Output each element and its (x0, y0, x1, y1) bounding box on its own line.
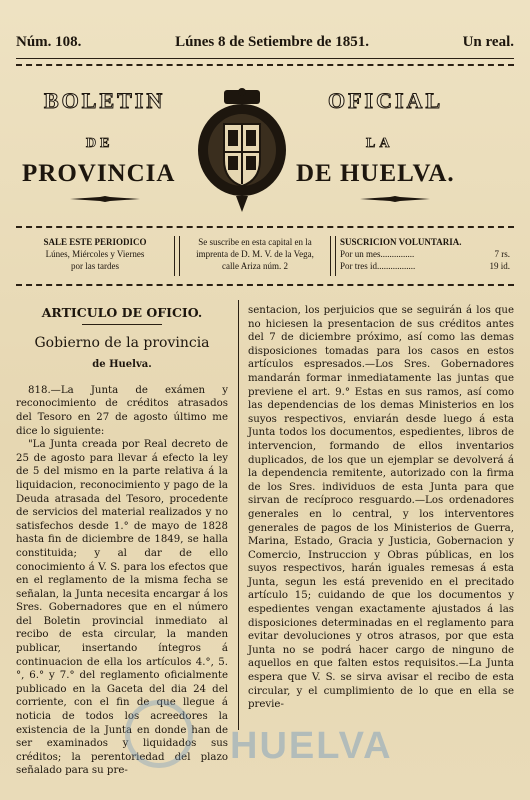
subscription-info-band (16, 236, 514, 276)
price-row: Por un mes............... 7 rs. (340, 249, 510, 259)
header-rule (16, 58, 514, 59)
watermark-text: HUELVA (230, 725, 393, 767)
masthead-de: DE (86, 136, 114, 151)
section-subheading: de Huelva. (92, 359, 152, 371)
section-heading: Gobierno de la provincia (34, 334, 210, 351)
issue-date: Lúnes 8 de Setiembre de 1851. (175, 34, 369, 50)
article-paragraph: 818.—La Junta de exámen y reconocimiento de créditos atrasados del Tesoro en 27 de agosto último me dice lo siguiente: (16, 384, 228, 437)
masthead-boletin: BOLETIN (44, 88, 166, 113)
royal-coat-of-arms-icon (196, 88, 288, 216)
article-paragraph: sentacion, los perjuicios que se seguirán á los que no hiciesen la presentacion de sus créditos antes del 7 de diciembre próximo, así como las demas disposiciones tomadas para los casos en estos artículos espresados.—Los Sres. Gobernadores mandarán formar inmediatamente las juntas que previene el art. 9.° Estas en sus ramos, así como las dependencias de los demas Ministerios en los suyos respectivos, enviarán desde luego á esta Junta todos los documentos, espedientes, libros de intervencion, formando de ellos inventarios duplicados, de los que un ejemplar se devolverá á la dependencia remitente, autorizado con la firma de los Sres. individuos de esta Junta para que sirvan de recíproco resguardo.—Los ordenadores generales en lo central, y los interventores generales de pagos de los Ministerios de Guerra, Marina, Estado, Gracia y Justicia, Gobernacion y Comercio, Instruccion y Obras públicas, en los suyos respectivos, harán iguales remesas á esta Junta, segun les está prevenido en el precitado artículo 15; cuidando de que los documentos y espedientes vengan exactamente ajustados á las disposiciones determinadas en el reglamento para evitar devoluciones y otros atrasos, por que esta Junta no se podrá hacer cargo de ninguno de aquellos en que falten estos requisitos.—La Junta espera que V. S. se sirva avisar el recibo de esta circular, y el cumplimiento de lo que en ella se previe- (248, 305, 514, 711)
masthead-de-huelva: DE HUELVA. (296, 160, 455, 187)
masthead-la: LA (366, 136, 394, 151)
subscription-prices (336, 236, 514, 276)
left-column (16, 304, 228, 778)
heading-rule (82, 324, 162, 325)
masthead-provincia: PROVINCIA (22, 160, 176, 187)
article-heading: ARTICULO DE OFICIO. (41, 305, 203, 320)
header-dashed-rule (16, 64, 514, 66)
price-row: Por tres id................. 19 id. (340, 261, 510, 271)
article-paragraph: "La Junta creada por Real decreto de 25 de agosto para llevar á efecto la ley de 5 del mismo en la parte relativa á la liquidacion, reconocimiento y pago de la Deuda atrasada del Tesoro, procedente de servicios del material realizados y no satisfechos desde 1.° de mayo de 1828 hasta fin de diciembre de 1849, se halla constituida; y al dar de ello conocimiento á V. S. para los efectos que en el reglamento de la misma fecha se señalan, la Junta necesita encargar á los Sres. Gobernadores que en el número del Boletin provincial inmediato al recibo de esta circular, la manden publicar, insertando íntegros á continuacion de ella los artículos 4.°, 5.°, 6.° y 7.° del reglamento oficialmente publicado en la Gaceta del dia 24 del corriente, con el fin de que llegue á noticia de todos los acreedores la existencia de la Junta en donde han de ser examinados y liquidados sus créditos; la perentoriedad del plazo señalado para su pre- (16, 439, 228, 777)
schedule-time: por las tardes (71, 261, 119, 271)
publication-schedule (16, 236, 174, 276)
info-bottom-dashed-rule (16, 284, 514, 286)
issue-header (16, 34, 514, 51)
ornament-right (360, 196, 430, 202)
schedule-days: Lúnes, Miércoles y Viernes (45, 249, 145, 259)
location-line-1: Se suscribe en esta capital en la (198, 237, 312, 247)
prices-title: SUSCRICION VOLUNTARIA. (340, 237, 462, 247)
ornament-left (70, 196, 140, 202)
masthead-oficial: OFICIAL (328, 88, 444, 113)
info-top-dashed-rule (16, 226, 514, 228)
right-column (248, 304, 514, 712)
location-line-2: imprenta de D. M. V. de la Vega, (196, 249, 314, 259)
subscription-location (180, 236, 330, 276)
issue-number: Núm. 108. (16, 34, 82, 50)
location-line-3: calle Ariza núm. 2 (222, 261, 288, 271)
column-divider (238, 300, 239, 730)
watermark-logo-icon (125, 700, 193, 768)
schedule-title: SALE ESTE PERIODICO (43, 237, 147, 247)
issue-price: Un real. (462, 34, 514, 50)
